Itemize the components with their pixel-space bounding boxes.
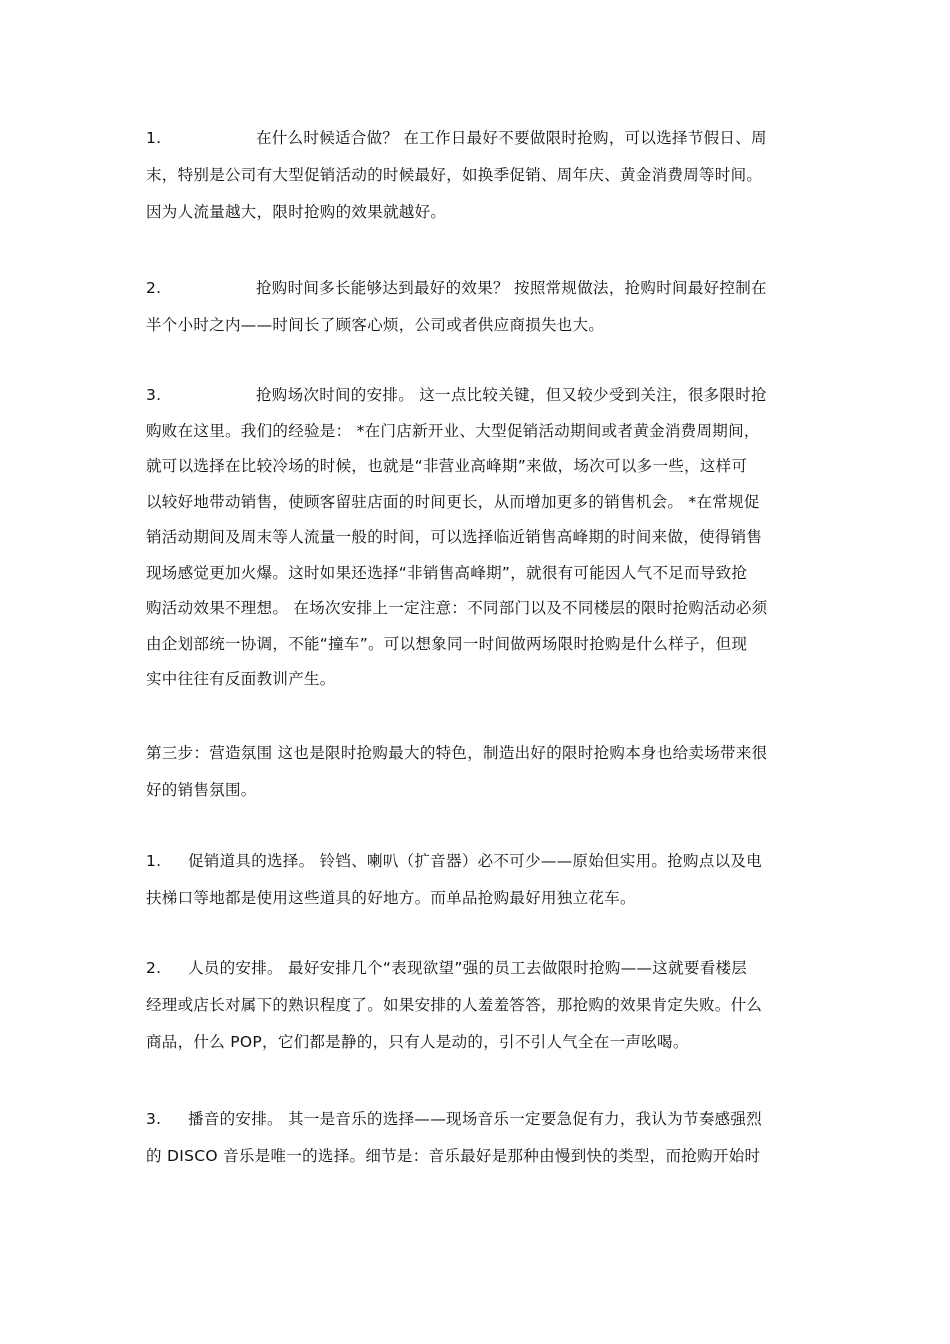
list-number: 3. [146, 386, 162, 404]
paragraph-line: 以较好地带动销售，使顾客留驻店面的时间更长，从而增加更多的销售机会。 *在常规促 [146, 492, 760, 511]
paragraph-line: 商品，什么 POP，它们都是静的，只有人是动的，引不引人气全在一声吆喝。 [146, 1033, 689, 1051]
paragraph-line: 1. 促销道具的选择。 铃铛、喇叭（扩音器）必不可少——原始但实用。抢购点以及电 [146, 843, 812, 880]
list-number: 1. [146, 129, 162, 147]
list-number: 3. [146, 1110, 162, 1128]
list-number: 2. [146, 279, 162, 297]
list-number: 2. [146, 959, 162, 977]
list-item-a3 [146, 378, 812, 698]
paragraph-line: 第三步：营造氛围 这也是限时抢购最大的特色，制造出好的限时抢购本身也给卖场带来很 [146, 744, 768, 762]
list-item-a2 [146, 270, 812, 344]
paragraph-line: 好的销售氛围。 [146, 781, 257, 799]
paragraph-line: 就可以选择在比较冷场的时候，也就是“非营业高峰期”来做，场次可以多一些，这样可 [146, 457, 748, 475]
paragraph-line: 末，特别是公司有大型促销活动的时候最好，如换季促销、周年庆、黄金消费周等时间。 [146, 166, 763, 184]
list-item-b1 [146, 843, 812, 917]
list-item-a1 [146, 120, 812, 231]
paragraph-line: 的 DISCO 音乐是唯一的选择。细节是：音乐最好是那种由慢到快的类型，而抢购开始时 [146, 1147, 761, 1165]
paragraph-line: 2. 人员的安排。 最好安排几个“表现欲望”强的员工去做限时抢购——这就要看楼层 [146, 950, 812, 987]
paragraph-line: 购败在这里。我们的经验是： *在门店新开业、大型促销活动期间或者黄金消费周期间， [146, 421, 760, 440]
list-item-b3 [146, 1101, 812, 1175]
paragraph-line: 现场感觉更加火爆。这时如果还选择“非销售高峰期”，就很有可能因人气不足而导致抢 [146, 563, 748, 582]
list-item-b2 [146, 950, 812, 1061]
paragraph-line: 2. 抢购时间多长能够达到最好的效果？ 按照常规做法，抢购时间最好控制在 [146, 270, 812, 307]
paragraph-line: 实中往往有反面教训产生。 [146, 670, 336, 688]
paragraph-line: 半个小时之内——时间长了顾客心烦，公司或者供应商损失也大。 [146, 316, 605, 334]
paragraph-line: 3. 播音的安排。 其一是音乐的选择——现场音乐一定要急促有力，我认为节奏感强烈 [146, 1101, 812, 1138]
paragraph-line: 由企划部统一协调，不能“撞车”。可以想象同一时间做两场限时抢购是什么样子，但现 [146, 634, 748, 653]
paragraph-line: 经理或店长对属下的熟识程度了。如果安排的人羞羞答答，那抢购的效果肯定失败。什么 [146, 996, 763, 1014]
paragraph-line: 1. 在什么时候适合做？ 在工作日最好不要做限时抢购，可以选择节假日、周 [146, 120, 812, 157]
paragraph-line: 因为人流量越大，限时抢购的效果就越好。 [146, 203, 447, 221]
paragraph-line: 3. 抢购场次时间的安排。 这一点比较关键，但又较少受到关注，很多限时抢 [146, 378, 812, 414]
paragraph-line: 销活动期间及周末等人流量一般的时间，可以选择临近销售高峰期的时间来做，使得销售 [146, 528, 763, 546]
step-three-paragraph [146, 735, 812, 809]
paragraph-line: 扶梯口等地都是使用这些道具的好地方。而单品抢购最好用独立花车。 [146, 889, 636, 907]
paragraph-line: 购活动效果不理想。 在场次安排上一定注意：不同部门以及不同楼层的限时抢购活动必须 [146, 599, 768, 617]
list-number: 1. [146, 852, 162, 870]
